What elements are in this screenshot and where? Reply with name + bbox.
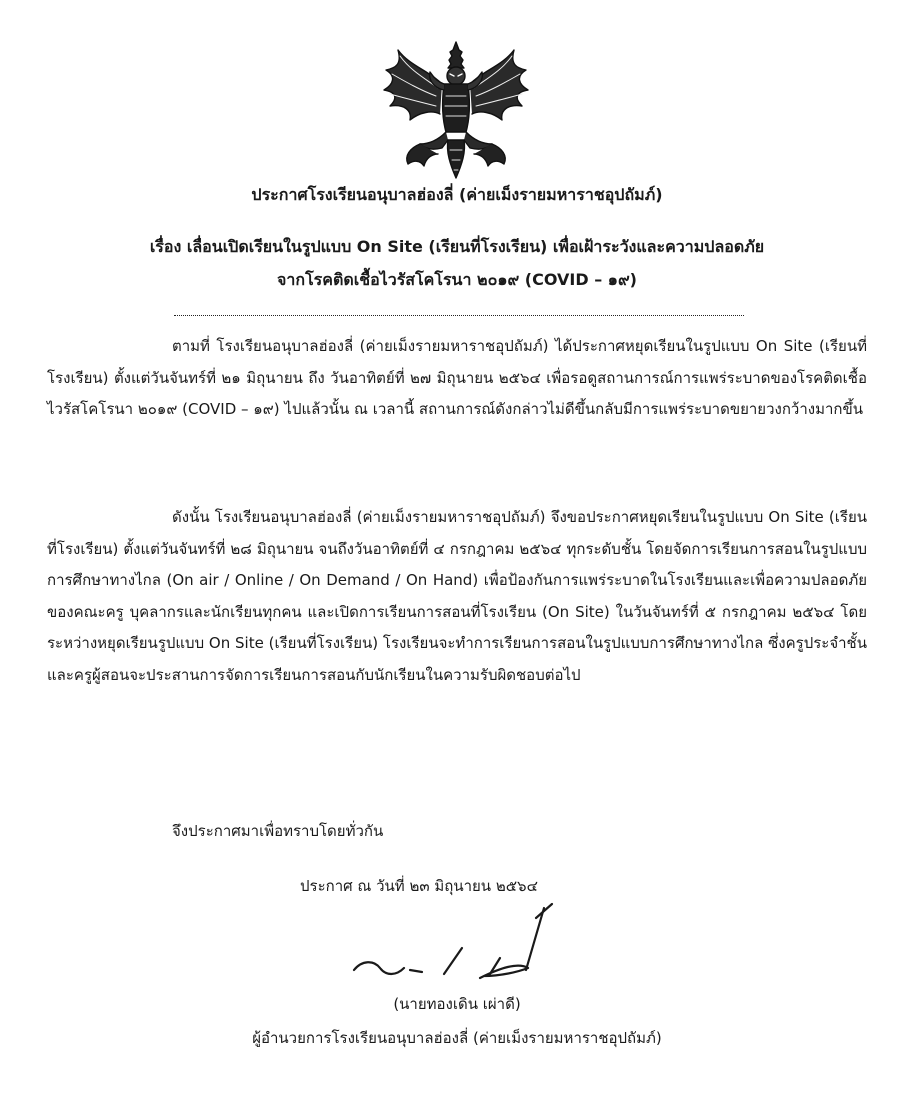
paragraph-2-text: ดังนั้น โรงเรียนอนุบาลฮ่องลี่ (ค่ายเม็งรายมหาราชอุปถัมภ์) จึงขอประกาศหยุดเรียนในรูปแบบ On Site (เรียนที่โรงเรียน) ตั้งแต่วันจันทร์ที่ ๒๘ มิถุนายน จนถึงวันอาทิตย์ที่ ๔ กรกฎาคม ๒๕๖๔ ทุกระดับชั้น โดยจัดการเรียนการสอนในรูปแบบการศึกษาทางไกล (On air / Online / On Demand / On Hand) เพื่อป้องกันการแพร่ระบาดในโรงเรียนและเพื่อความปลอดภัยของคณะครู บุคลากรและนักเรียนทุกคน และเปิดการเรียนการสอนที่โรงเรียน (On Site) ในวันจันทร์ที่ ๕ กรกฎาคม ๒๕๖๔ โดยระหว่างหยุดเรียนรูปแบบ On Site (เรียนที่โรงเรียน) โรงเรียนจะทำการเรียนการสอนในรูปแบบการศึกษาทางไกล ซึ่งครูประจำชั้นและครูผู้สอนจะประสานการจัดการเรียนการสอนกับนักเรียนในความรับผิดชอบต่อไป [47, 508, 867, 684]
handwritten-signature [340, 898, 580, 988]
body-paragraph-2 [47, 502, 867, 691]
signatory-position: ผู้อำนวยการโรงเรียนอนุบาลฮ่องลี่ (ค่ายเม็งรายมหาราชอุปถัมภ์) [252, 1029, 662, 1047]
dotted-divider [174, 315, 744, 316]
garuda-emblem-icon [380, 40, 532, 182]
body-paragraph-1 [47, 331, 867, 426]
subject-line-2: จากโรคติดเชื้อไวรัสโคโรนา ๒๐๑๙ (COVID – ๑๙) [277, 270, 637, 289]
paragraph-1-text: ตามที่ โรงเรียนอนุบาลฮ่องลี่ (ค่ายเม็งรายมหาราชอุปถัมภ์) ได้ประกาศหยุดเรียนในรูปแบบ On Site (เรียนที่โรงเรียน) ตั้งแต่วันจันทร์ที่ ๒๑ มิถุนายน ถึง วันอาทิตย์ที่ ๒๗ มิถุนายน ๒๕๖๔ เพื่อรอดูสถานการณ์การแพร่ระบาดของโรคติดเชื้อไวรัสโคโรนา ๒๐๑๙ (COVID – ๑๙) ไปแล้วนั้น ณ เวลานี้ สถานการณ์ดังกล่าวไม่ดีขึ้นกลับมีการแพร่ระบาดขยายวงกว้างมากขึ้น [47, 337, 867, 418]
announcement-title: ประกาศโรงเรียนอนุบาลฮ่องลี่ (ค่ายเม็งรายมหาราชอุปถัมภ์) [251, 185, 663, 204]
signatory-name: (นายทองเดิน เผ่าดี) [393, 995, 521, 1013]
announcement-date: ประกาศ ณ วันที่ ๒๓ มิถุนายน ๒๕๖๔ [300, 877, 538, 895]
closing-statement: จึงประกาศมาเพื่อทราบโดยทั่วกัน [172, 822, 384, 840]
subject-line-1: เรื่อง เลื่อนเปิดเรียนในรูปแบบ On Site (เรียนที่โรงเรียน) เพื่อเฝ้าระวังและความปลอดภัย [149, 237, 765, 256]
